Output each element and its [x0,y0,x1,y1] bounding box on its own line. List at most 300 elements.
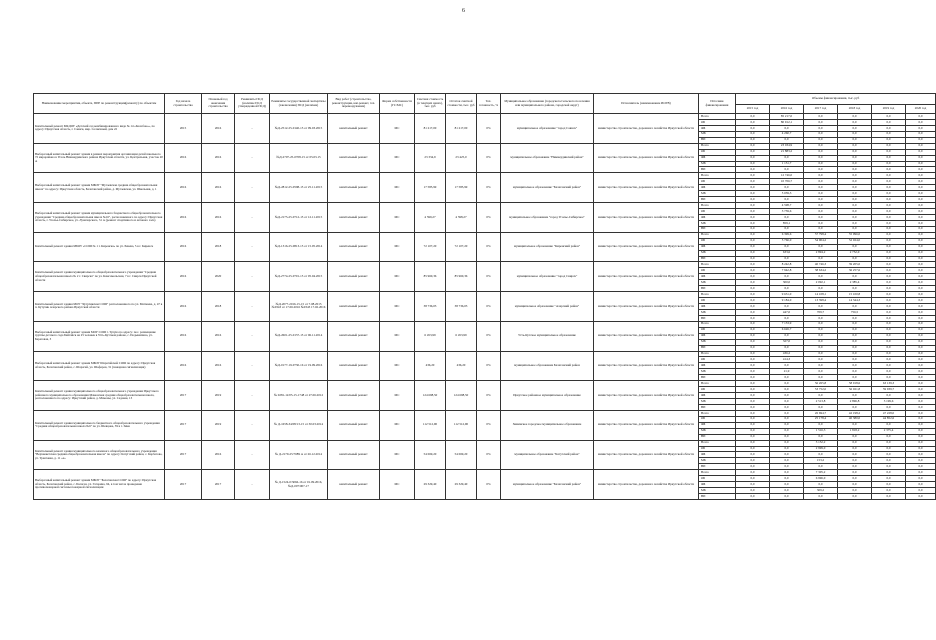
psd: - [235,351,270,381]
funding-value: 0,0 [906,404,936,410]
psd: - [235,114,270,144]
funding-value: 0,0 [906,238,936,244]
funding-value: 0,0 [872,197,906,203]
funding-value: 0,0 [838,321,872,327]
funding-value: 0,0 [906,339,936,345]
funding-value: 0,0 [838,185,872,191]
funding-value: 0,0 [872,315,906,321]
funding-value: 0,0 [804,304,838,310]
funding-value: 0,0 [736,214,770,220]
ownership: МС [380,381,415,411]
funding-value: 0,0 [906,214,936,220]
funding-value: 0,0 [872,220,906,226]
year-end: 2020 [202,262,235,292]
funding-value: 0,0 [736,410,770,416]
funding-value: 0,0 [804,149,838,155]
funding-value: 0,0 [838,363,872,369]
funding-value: 0,0 [736,155,770,161]
funding-value: 0,0 [838,482,872,488]
funding-value: 0,0 [804,357,838,363]
funding-value: 0,0 [872,298,906,304]
funding-source: ОБ [699,357,736,363]
funding-value: 0,0 [838,125,872,131]
readiness: 0% [477,470,501,500]
object-name: Выборочный капитальный ремонт здания МБОУ Шарагайской СОШ по адресу: Иркутская область, Балаганский район, с. Шарагай, ул. Шоферов, 31 (пожарная сигнализация) [34,351,165,381]
municipality: муниципальное образование "Балаганский район" [501,173,594,203]
funding-value: 0,0 [736,446,770,452]
year-start: 2017 [165,470,202,500]
funding-value: 0,0 [804,143,838,149]
ownership: МС [380,232,415,262]
funding-source: ОБ [699,119,736,125]
funding-value: 44 852,6 [872,416,906,422]
funding-value: 0,0 [838,488,872,494]
funding-value: 0,0 [770,416,804,422]
funding-value: 0,0 [906,351,936,357]
municipality: муниципальное образование "Нижнеудинский район" [501,143,594,173]
funding-source: Всего [699,114,736,120]
funding-value: 0,0 [736,292,770,298]
funding-value: 0,0 [906,250,936,256]
funding-value: 0,0 [804,125,838,131]
work-type: капитальный ремонт [328,173,380,203]
work-type: капитальный ремонт [328,232,380,262]
funding-value: 0,0 [804,464,838,470]
psd: - [235,173,270,203]
funding-value: 0,0 [838,149,872,155]
funding-value: 0,0 [770,387,804,393]
expertise: №Д-2707-25-0708-15 от 05.03.15 [270,143,328,173]
funding-source: Всего [699,410,736,416]
funding-value: 0,0 [804,452,838,458]
psd: - [235,143,270,173]
funding-value: 0,0 [838,357,872,363]
year-end: 2016 [202,351,235,381]
funding-value: 0,0 [872,357,906,363]
remaining-cost: 17 585,99 [446,173,477,203]
funding-value: 7 305,2 [804,470,838,476]
funding-value: 0,0 [804,422,838,428]
remaining-cost: 4 598,27 [446,203,477,233]
expertise: №Д-2774-25-0701-15 от 05.04.2015 [270,262,328,292]
funding-value: 21 883,2 [770,149,804,155]
funding-value: 0,0 [906,209,936,215]
psd: - [235,232,270,262]
funding-value: 0,0 [906,155,936,161]
readiness: 0% [477,440,501,470]
year-end: 2016 [202,321,235,351]
funding-value: 0,0 [906,197,936,203]
funding-value: 0,0 [906,232,936,238]
funding-value: 0,0 [872,203,906,209]
funding-value: 0,0 [838,446,872,452]
funding-value: 153,2 [804,458,838,464]
funding-value: 0,0 [872,309,906,315]
total-cost: 124 698,50 [415,381,446,411]
funding-value: 0,0 [770,155,804,161]
funding-value: 2 385,4 [838,280,872,286]
funding-value: 42 198,2 [838,410,872,416]
funding-value: 0,0 [872,191,906,197]
funding-value: 0,0 [804,114,838,120]
funding-value: 0,0 [838,375,872,381]
funding-value: 0,0 [736,393,770,399]
funding-value: 0,0 [838,256,872,262]
funding-source: ВИ [699,404,736,410]
funding-value: 0,0 [838,351,872,357]
funding-value: 0,0 [906,333,936,339]
total-cost: 29 329,40 [415,470,446,500]
funding-value: 0,0 [838,226,872,232]
funding-value: 21,9 [770,369,804,375]
funding-value: 0,0 [838,173,872,179]
funding-value: 0,0 [770,333,804,339]
funding-value: 0,0 [872,143,906,149]
funding-value: 0,0 [736,250,770,256]
ministry: министерство строительства, дорожного хозяйства Иркутской области [594,381,699,411]
municipality: муниципальное образование "Киренский район" [501,232,594,262]
funding-value: 0,0 [736,345,770,351]
funding-value: 0,0 [906,434,936,440]
funding-value: 6 996,0 [804,476,838,482]
funding-value: 0,0 [838,494,872,500]
funding-value: 0,0 [906,114,936,120]
funding-value: 0,0 [872,262,906,268]
total-cost: 6 453,99 [415,321,446,351]
funding-source: ФБ [699,393,736,399]
funding-value: 1 516,3 [804,428,838,434]
funding-value: 0,0 [906,476,936,482]
funding-value: 0,0 [770,488,804,494]
ownership: МС [380,143,415,173]
funding-source: МБ [699,161,736,167]
funding-value: 0,0 [804,256,838,262]
psd: - [235,321,270,351]
funding-value: 0,0 [906,375,936,381]
funding-source: ФБ [699,125,736,131]
funding-value: 0,0 [906,410,936,416]
funding-value: 0,0 [872,155,906,161]
funding-source: ВИ [699,315,736,321]
funding-value: 39 205,0 [838,262,872,268]
funding-value: 0,0 [838,167,872,173]
funding-value: 0,0 [770,494,804,500]
funding-value: 0,0 [906,131,936,137]
funding-source: ОБ [699,179,736,185]
municipality: муниципальное образование Балаганский район [501,351,594,381]
remaining-cost: 72 107,20 [446,232,477,262]
year-start: 2017 [165,381,202,411]
funding-value: 0,0 [906,274,936,280]
readiness: 0% [477,232,501,262]
total-cost: 17 585,99 [415,173,446,203]
funding-value: 0,0 [770,440,804,446]
funding-value: 0,0 [906,440,936,446]
funding-value: 7 942,8 [770,268,804,274]
funding-value: 0,0 [770,315,804,321]
funding-value: 0,0 [736,114,770,120]
expertise: № Д-1524-0/3066-16 от 01.09.2016, №Д-007/007-17 [270,470,328,500]
ministry: министерство строительства, дорожного хозяйства Иркутской области [594,292,699,322]
funding-value: 59 939,7 [872,387,906,393]
header-other: Тех. готовность, % [477,94,501,114]
municipality: Усть-Кутское муниципальное образование [501,321,594,351]
funding-value: 0,0 [736,131,770,137]
funding-value: 0,0 [736,286,770,292]
funding-value: 0,0 [770,434,804,440]
funding-value: 0,0 [770,185,804,191]
funding-value: 0,0 [804,226,838,232]
funding-value: 0,0 [838,327,872,333]
funding-value: 26 694,7 [804,410,838,416]
funding-value: 0,0 [736,476,770,482]
funding-source: ОБ [699,446,736,452]
funding-value: 0,0 [872,452,906,458]
object-name: Выборочный капитальный ремонт здания МБОУ "Балаганская СОШ" по адресу: Иркутская область, Балаганский район, с. Балаган, ул. Гагарина, 94, в том числе проведение противопожарной системы пожарной сигнализации [34,470,165,500]
ownership: МС [380,173,415,203]
funding-value: 0,0 [838,422,872,428]
readiness: 0% [477,262,501,292]
funding-value: 4 598,7 [770,203,804,209]
funding-value: 0,0 [804,327,838,333]
remaining-cost: 38 736,03 [446,292,477,322]
funding-value: 4 260,7 [770,131,804,137]
funding-value: 0,0 [906,262,936,268]
header-year-end: Плановый год окончания строительства [202,94,235,114]
total-cost: 112 512,90 [415,410,446,440]
funding-value: 0,0 [872,185,906,191]
funding-source: Всего [699,470,736,476]
municipality: муниципальное образование "город Саянск" [501,114,594,144]
funding-value: 63 139,3 [872,381,906,387]
funding-value: 0,0 [838,315,872,321]
funding-value: 0,0 [906,387,936,393]
funding-value: 0,0 [906,470,936,476]
object-name: Капитальный ремонт здания муниципального казенного общеобразовательного учреждения "Верхнекетская средняя общеобразовательная школа" по адресу: Катугский район, с. Карбатово, ул. Трактовая, д. 11 «а» [34,440,165,470]
funding-value: 0,0 [736,232,770,238]
funding-value: 6 626,7 [770,327,804,333]
ministry: министерство строительства, дорожного хозяйства Иркутской области [594,143,699,173]
funding-value: 2 999,0 [804,446,838,452]
funding-value: 0,0 [906,315,936,321]
remaining-cost: 436,20 [446,351,477,381]
ownership: МС [380,440,415,470]
year-end: 2016 [202,173,235,203]
funding-value: 0,0 [770,452,804,458]
funding-value: 0,0 [804,393,838,399]
funding-value: 0,0 [872,119,906,125]
funding-value: 2 513,8 [804,399,838,405]
funding-value: 0,0 [872,292,906,298]
funding-value: 436,2 [770,351,804,357]
funding-value: 0,0 [770,214,804,220]
header-year-start: Год начала строительства [165,94,202,114]
funding-value: 6 399,6 [770,232,804,238]
funding-value: 0,0 [838,345,872,351]
funding-value: 0,0 [872,214,906,220]
year-start: 2017 [165,440,202,470]
funding-value: 0,0 [736,321,770,327]
ownership: МС [380,203,415,233]
funding-value: 13 398,4 [804,298,838,304]
funding-value: 0,0 [906,292,936,298]
year-end: 2018 [202,232,235,262]
funding-value: 0,0 [906,220,936,226]
funding-value: 0,0 [770,345,804,351]
year-start: 2017 [165,410,202,440]
header-name: Наименование мероприятия, объекта, ППР по реконструкции(ремонту) по объектам [34,94,165,114]
year-end: 2017 [202,470,235,500]
funding-value: 0,0 [736,464,770,470]
ministry: министерство строительства, дорожного хозяйства Иркутской области [594,173,699,203]
funding-value: 5 039,3 [770,191,804,197]
funding-source: ФБ [699,422,736,428]
funding-value: 0,0 [804,179,838,185]
funding-value: 0,0 [770,274,804,280]
header-municipality: Муниципальное образование (городского/сельского поселения или муниципального района, городской округ) [501,94,594,114]
funding-value: 0,0 [906,321,936,327]
object-name: Капитальный ремонт здания муниципального бюджетного общеобразовательного учреждения "Средняя общеобразовательная школа №6" по ул. Шевцова, 39 в г. Зима [34,410,165,440]
funding-source: ВИ [699,226,736,232]
total-cost: 54 069,20 [415,440,446,470]
funding-value: 0,0 [906,137,936,143]
funding-value: 23 034,9 [770,143,804,149]
funding-value: 0,0 [906,428,936,434]
municipality: Зиминское городское муниципальное образование [501,410,594,440]
funding-value: 0,0 [838,470,872,476]
funding-value: 756,5 [838,309,872,315]
funding-value: 0,0 [804,434,838,440]
header-year: 2020 год [906,105,936,114]
funding-value: 0,0 [770,226,804,232]
funding-value: 0,0 [736,375,770,381]
funding-value: 3 739,6 [770,209,804,215]
object-name: Капитальный ремонт здания муниципального общеобразовательного учреждения Иркутского районного муниципального образования Мамонская средняя общеобразовательная школа, расположенного по адресу: Иркутский район, д. Мамоны, ул. Садовая, 13 [34,381,165,411]
year-start: 2016 [165,232,202,262]
funding-value: 9 631,0 [770,292,804,298]
funding-source: МБ [699,458,736,464]
ministry: министерство строительства, дорожного хозяйства Иркутской области [594,203,699,233]
funding-value: 15 100,8 [838,292,872,298]
funding-value: 0,0 [906,119,936,125]
funding-value: 0,0 [906,179,936,185]
funding-value: 0,0 [736,494,770,500]
funding-value: 0,0 [736,220,770,226]
funding-value: 0,0 [804,286,838,292]
funding-value: 0,0 [736,268,770,274]
funding-value: 2 896,8 [838,399,872,405]
ownership: МС [380,470,415,500]
work-type: капитальный ремонт [328,351,380,381]
funding-value: 0,0 [770,167,804,173]
funding-value: 14 108,1 [804,292,838,298]
funding-value: 0,0 [736,167,770,173]
ministry: министерство строительства, дорожного хозяйства Иркутской области [594,410,699,440]
funding-value: 0,0 [906,309,936,315]
funding-source: ФБ [699,155,736,161]
funding-value: 0,0 [838,220,872,226]
funding-value: 0,0 [736,309,770,315]
funding-value: 0,0 [736,339,770,345]
funding-value: 0,0 [872,167,906,173]
funding-value: 0,0 [770,256,804,262]
funding-value: 0,0 [872,244,906,250]
funding-value: 0,0 [736,149,770,155]
total-cost: 23 334,9 [415,143,446,173]
ministry: министерство строительства, дорожного хозяйства Иркутской области [594,351,699,381]
funding-value: 0,0 [770,375,804,381]
funding-value: 0,0 [838,131,872,137]
funding-value: 9 184,0 [770,298,804,304]
funding-value: 0,0 [736,185,770,191]
psd: - [235,410,270,440]
funding-value: 0,0 [838,458,872,464]
psd: - [235,292,270,322]
funding-value: 0,0 [838,440,872,446]
funding-value: 0,0 [736,440,770,446]
funding-value: 53 752,0 [804,387,838,393]
remaining-cost: 81 217,00 [446,114,477,144]
ownership: МС [380,292,415,322]
funding-source: МБ [699,280,736,286]
funding-value: 0,0 [770,404,804,410]
funding-value: 0,0 [736,238,770,244]
header-total-cost: Сметная стоимость (в текущих ценах), тыс. руб [415,94,446,114]
funding-value: 0,0 [872,440,906,446]
funding-value: 0,0 [872,161,906,167]
funding-value: 327,0 [770,339,804,345]
year-start: 2016 [165,173,202,203]
funding-value: 0,0 [906,464,936,470]
municipality: муниципальное образование "Аларский район" [501,292,594,322]
header-year: 2016 год [770,105,804,114]
funding-value: 0,0 [736,304,770,310]
funding-source: Всего [699,440,736,446]
year-end: 2019 [202,381,235,411]
funding-value: 0,0 [804,161,838,167]
funding-value: 0,0 [770,482,804,488]
funding-value: 0,0 [872,446,906,452]
funding-value: 55 096,0 [838,232,872,238]
remaining-cost: 6 453,99 [446,321,477,351]
object-name: Выборочный капитальный ремонт здания МБОУ "Мугаевская средняя общеобразовательная школа" по адресу: Иркутская область, Балаганский район, д. Мугаевская, ул. Школьная, д. 1 [34,173,165,203]
funding-value: 0,0 [872,333,906,339]
funding-value: 0,0 [872,250,906,256]
readiness: 0% [477,351,501,381]
year-start: 2016 [165,321,202,351]
header-year: 2015 год [736,105,770,114]
funding-value: 0,0 [838,209,872,215]
funding-value: 0,0 [736,452,770,458]
funding-value: 0,0 [872,339,906,345]
funding-value: 0,0 [804,369,838,375]
funding-value: 0,0 [770,464,804,470]
funding-value: 40 746,3 [804,262,838,268]
funding-value: 0,0 [906,268,936,274]
funding-value: 0,0 [770,363,804,369]
year-start: 2016 [165,292,202,322]
ministry: министерство строительства, дорожного хозяйства Иркутской области [594,232,699,262]
year-end: 2016 [202,440,235,470]
funding-value: 0,0 [736,387,770,393]
funding-source: ВИ [699,345,736,351]
funding-value: 0,0 [906,393,936,399]
funding-value: 0,0 [872,137,906,143]
funding-source: ВИ [699,464,736,470]
funding-value: 0,0 [736,363,770,369]
funding-value: 0,0 [872,232,906,238]
remaining-cost: 112 512,90 [446,410,477,440]
